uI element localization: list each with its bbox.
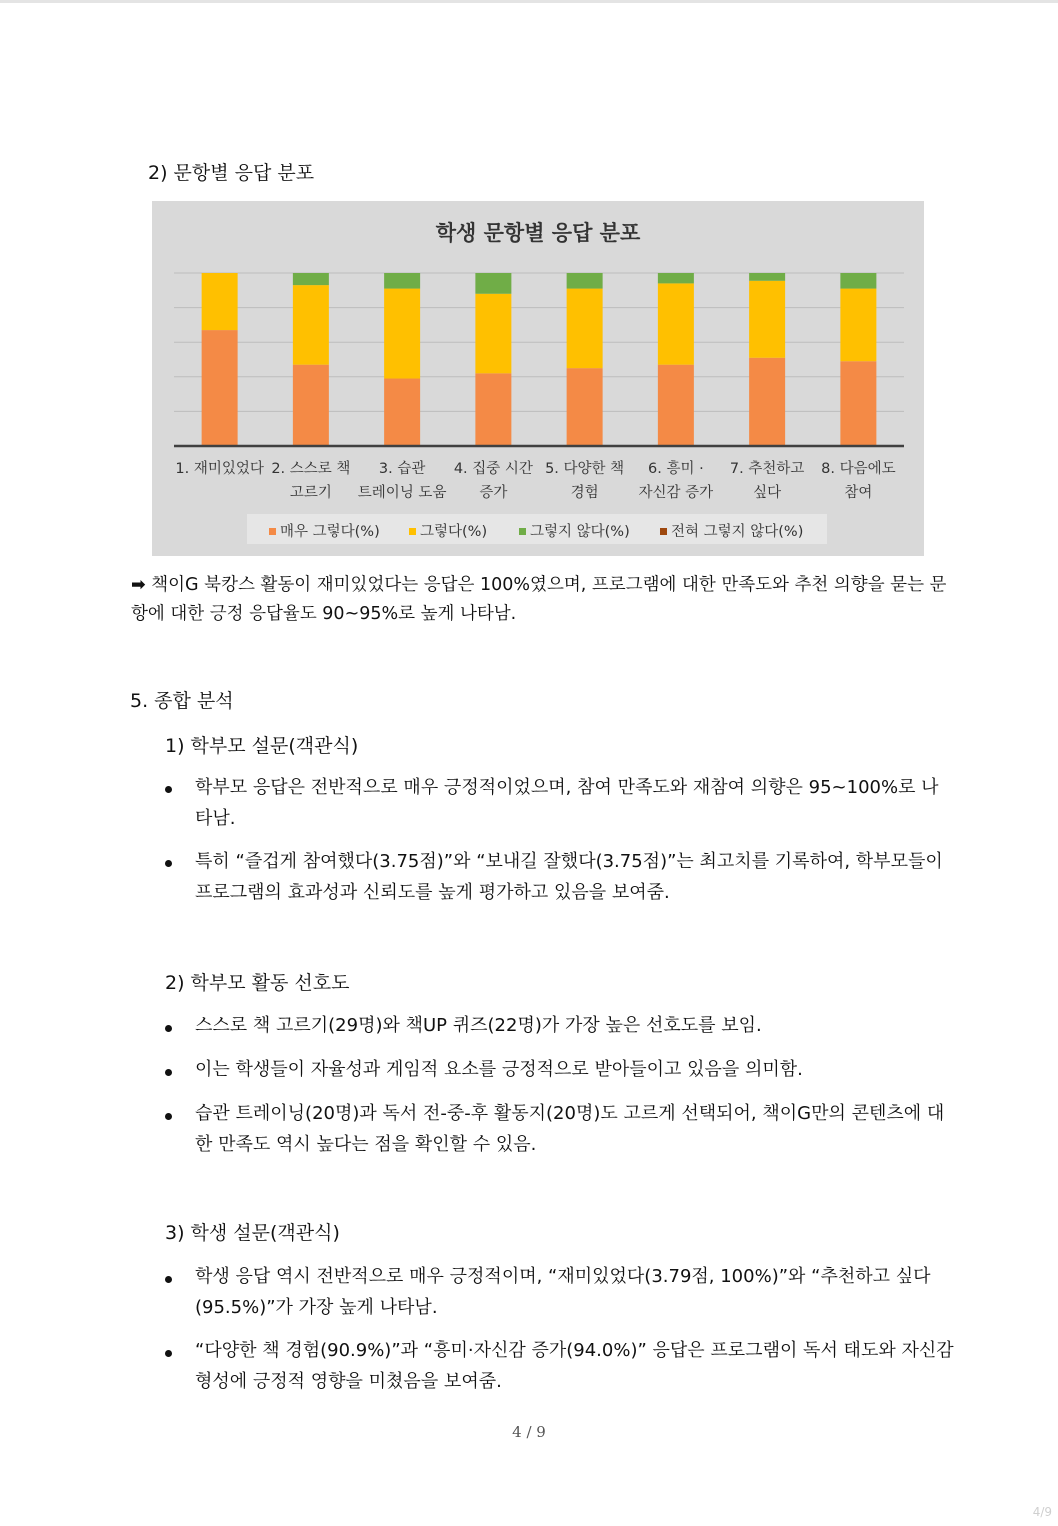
chart-summary-line-1	[131, 570, 946, 600]
x-tick-label	[721, 457, 813, 505]
chart-plot	[152, 201, 924, 451]
bar-segment-5-2	[567, 289, 603, 369]
x-tick-label-line: 3. 습관	[378, 461, 426, 477]
bar-segment-7-1	[749, 358, 785, 446]
bar-segment-8-2	[840, 289, 876, 362]
x-tick-label-line: 자신감 증가	[638, 485, 714, 501]
bar-segment-3-3	[384, 273, 420, 289]
x-tick-label-line: 1. 재미있었다	[175, 461, 264, 477]
bar-segment-4-2	[475, 294, 511, 374]
bar-segment-1-2	[202, 273, 238, 330]
student-response-chart	[152, 201, 924, 556]
legend-item-strongly-disagree	[660, 520, 803, 541]
activity-preference-bullet-3: 습관 트레이닝(20명)과 독서 전-중-후 활동지(20명)도 고르게 선택되어, 책이G만의 콘텐츠에 대한 만족도 역시 높다는 점을 확인할 수 있음.	[195, 1103, 945, 1155]
bar-segment-1-1	[202, 330, 238, 446]
x-tick-label-line: 트레이닝 도움	[357, 485, 447, 501]
bar-segment-6-1	[658, 365, 694, 446]
bullet-icon	[165, 1025, 172, 1032]
legend-swatch	[409, 528, 416, 535]
legend-label: 매우 그렇다(%)	[280, 524, 380, 540]
chart-title: 학생 문항별 응답 분포	[435, 221, 641, 245]
x-tick-label-line: 5. 다양한 책	[545, 461, 625, 477]
bullet-icon	[165, 1069, 172, 1076]
x-tick-label-line: 증가	[479, 485, 508, 501]
x-tick-label	[356, 457, 448, 505]
x-tick-label-line: 4. 집중 시간	[453, 461, 533, 477]
x-tick-label-line: 8. 다음에도	[821, 461, 896, 477]
legend-swatch	[660, 528, 667, 535]
viewer-page-indicator: 4/9	[1032, 1505, 1052, 1519]
x-tick-label	[447, 457, 539, 505]
legend-swatch	[269, 528, 276, 535]
bar-segment-3-2	[384, 289, 420, 379]
x-tick-label	[174, 457, 266, 505]
student-survey-bullet-2: “다양한 책 경험(90.9%)”과 “흥미·자신감 증가(94.0%)” 응답은 프로그램이 독서 태도와 자신감 형성에 긍정적 영향을 미쳤음을 보여줌.	[195, 1340, 954, 1392]
bar-segment-6-2	[658, 283, 694, 364]
legend-label: 그렇다(%)	[420, 524, 488, 540]
activity-preference-bullet-2: 이는 학생들이 자율성과 게임적 요소를 긍정적으로 받아들이고 있음을 의미함.	[195, 1059, 803, 1080]
bullet-icon	[165, 786, 172, 793]
bullet-icon	[165, 1113, 172, 1120]
legend-item-very-agree	[269, 520, 380, 541]
bar-segment-7-3	[749, 273, 785, 281]
bar-segment-6-3	[658, 273, 694, 283]
bullet-icon	[165, 1276, 172, 1283]
bar-segment-3-1	[384, 379, 420, 446]
page-top-border	[0, 0, 1058, 3]
subheading-student-survey: 3) 학생 설문(객관식)	[165, 1222, 340, 1244]
chart-legend	[247, 514, 827, 544]
x-tick-label	[539, 457, 631, 505]
bar-segment-2-2	[293, 285, 329, 365]
x-tick-label	[812, 457, 904, 505]
chart-summary-line-2: 항에 대한 긍정 응답율도 90~95%로 높게 나타남.	[131, 604, 517, 624]
bar-segment-2-3	[293, 273, 329, 285]
chart-summary-text-1: 책이G 북캉스 활동이 재미있었다는 응답은 100%였으며, 프로그램에 대한 만족도와 추천 의향을 묻는 문	[151, 575, 947, 595]
bar-segment-4-1	[475, 373, 511, 446]
x-tick-label-line: 7. 추천하고	[729, 461, 805, 477]
section-heading-response-distribution: 2) 문항별 응답 분포	[148, 162, 315, 184]
x-tick-label-line: 경험	[570, 485, 599, 501]
x-tick-label-line	[174, 481, 266, 505]
x-tick-label-line: 싶다	[753, 485, 782, 501]
legend-label: 전혀 그렇지 않다(%)	[671, 524, 804, 540]
legend-label: 그렇지 않다(%)	[530, 524, 630, 540]
bar-segment-8-1	[840, 361, 876, 446]
student-survey-bullet-1: 학생 응답 역시 전반적으로 매우 긍정적이며, “재미있었다(3.79점, 100%)”와 “추천하고 싶다(95.5%)”가 가장 높게 나타남.	[195, 1266, 931, 1318]
bar-segment-7-2	[749, 281, 785, 358]
right-arrow-icon: ➡	[131, 575, 146, 595]
parent-survey-bullet-1: 학부모 응답은 전반적으로 매우 긍정적이었으며, 참여 만족도와 재참여 의향은 95~100%로 나타남.	[195, 777, 939, 829]
bullet-icon	[165, 1350, 172, 1357]
bar-segment-2-1	[293, 365, 329, 446]
x-tick-label	[630, 457, 722, 505]
legend-swatch	[519, 528, 526, 535]
activity-preference-bullet-1: 스스로 책 고르기(29명)와 책UP 퀴즈(22명)가 가장 높은 선호도를 보임.	[195, 1015, 762, 1036]
section-heading-overall-analysis: 5. 종합 분석	[130, 690, 234, 712]
bullet-icon	[165, 860, 172, 867]
x-tick-label-line: 고르기	[289, 485, 332, 501]
x-tick-label-line: 2. 스스로 책	[271, 461, 351, 477]
x-tick-label	[265, 457, 357, 505]
x-tick-label-line: 참여	[844, 485, 873, 501]
bar-segment-5-3	[567, 273, 603, 289]
bar-segment-4-3	[475, 273, 511, 294]
bar-segment-5-1	[567, 368, 603, 446]
legend-item-agree	[409, 520, 487, 541]
page-number: 4 / 9	[512, 1423, 546, 1441]
parent-survey-bullet-2: 특히 “즐겁게 참여했다(3.75점)”와 “보내길 잘했다(3.75점)”는 최고치를 기록하여, 학부모들이 프로그램의 효과성과 신뢰도를 높게 평가하고 있음을 보여줌.	[195, 851, 943, 903]
subheading-parent-activity-preference: 2) 학부모 활동 선호도	[165, 972, 350, 994]
legend-item-disagree	[519, 520, 630, 541]
bar-segment-8-3	[840, 273, 876, 289]
x-tick-label-line: 6. 흥미 ·	[648, 461, 704, 477]
subheading-parent-survey: 1) 학부모 설문(객관식)	[165, 735, 359, 757]
